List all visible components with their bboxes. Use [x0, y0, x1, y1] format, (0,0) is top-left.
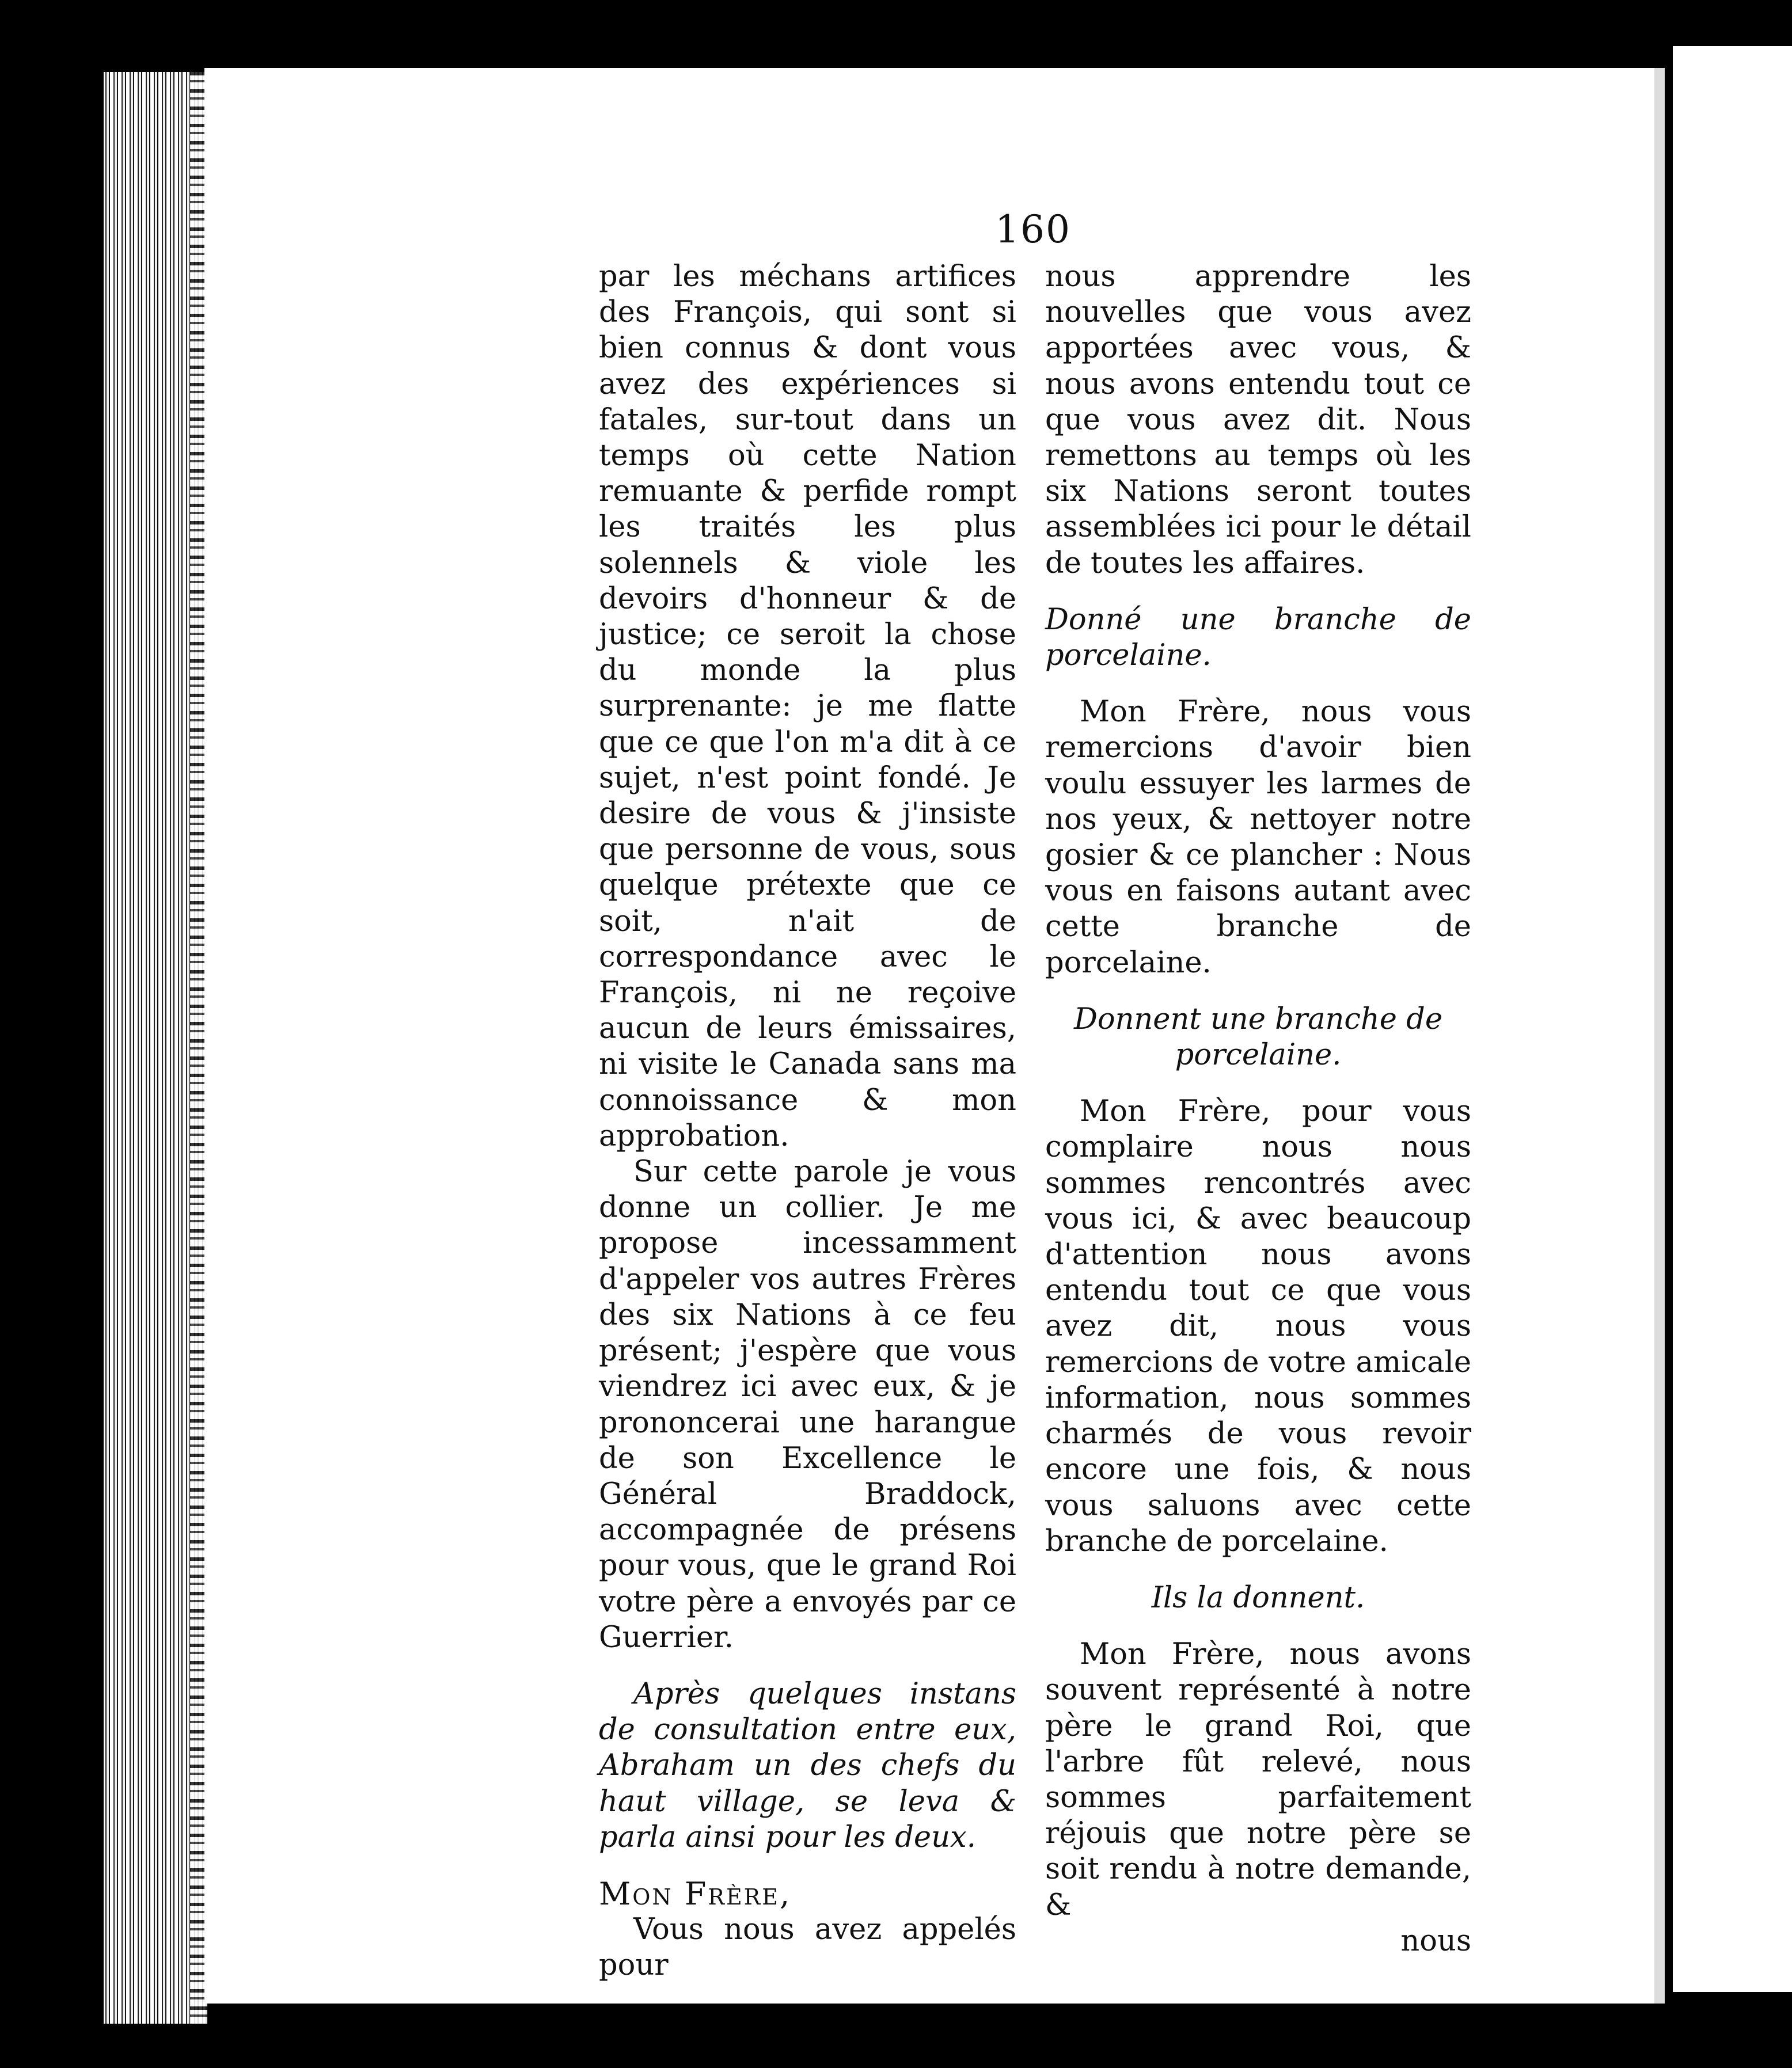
paragraph: Mon Frère, pour vous complaire nous nous sommes rencontrés avec vous ici, & avec beaucoup d'attention nous avons entendu tout ce que vous avez dit, nous vous remercions de votre amicale information, nous sommes charmés de vous revoir encore une fois, & nous vous saluons avec cette branche de porcelaine. — [1045, 1094, 1471, 1558]
paragraph: par les méchans artifices des François, qui sont si bien connus & dont vous avez des expériences si fatales, sur-tout dans un temps où cette Nation remuante & perfide rompt les traités les plus solennels & viole les devoirs d'honneur & de justice; ce seroit la chose du monde la plus surprenante: je me flatte que ce que l'on m'a dit à ce sujet, n'est point fondé. Je desire de vous & j'insiste que personne de vous, sous quelque prétexte que ce soit, n'ait de correspondance avec le François, ni ne reçoive aucun de leurs émissaires, ni visite le Canada sans ma connoissance & mon approbation. — [599, 260, 1016, 1153]
left-text-column — [599, 259, 1016, 1984]
italic-stage-direction: Donnent une branche de porcelaine. — [1073, 1002, 1442, 1073]
catchword: nous — [1400, 1923, 1471, 1958]
paragraph: Sur cette parole je vous donne un collier. Je me propose incessamment d'appeler vos autres Frères des six Nations à ce feu présent; j'espère que vous viendrez ici avec eux, & je prononcerai une harangue de son Excellence le Général Braddock, accompagnée de présens pour vous, que le grand Roi votre père a envoyés par ce Guerrier. — [599, 1155, 1016, 1655]
paragraph: Mon Frère, nous vous remercions d'avoir bien voulu essuyer les larmes de nos yeux, & nettoyer notre gosier & ce plancher : Nous vous en faisons autant avec cette branche de porcelaine. — [1045, 695, 1471, 980]
speech-heading: Mon Frère, — [599, 1875, 792, 1912]
italic-stage-direction: Donné une branche de porcelaine. — [1045, 602, 1471, 673]
italic-stage-direction: Après quelques instans de consultation entre eux, Abraham un des chefs du haut village, se leva & parla ainsi pour les deux. — [599, 1677, 1016, 1854]
page-edge — [1654, 68, 1665, 2004]
page-number: 160 — [995, 207, 1071, 252]
facing-page-edge — [1673, 46, 1792, 1992]
paragraph: nous apprendre les nouvelles que vous avez apportées avec vous, & nous avons entendu tout ce que vous avez dit. Nous remettons au temps où les six Nations seront toutes assemblées ici pour le détail de toutes les affaires. — [1045, 260, 1471, 580]
paragraph: Mon Frère, nous avons souvent représenté à notre père le grand Roi, que l'arbre fût relevé, nous sommes parfaitement réjouis que notre père se soit rendu à notre demande, & — [1045, 1637, 1471, 1922]
right-text-column — [1045, 259, 1471, 1959]
italic-stage-direction: Ils la donnent. — [1151, 1580, 1365, 1615]
paragraph: Vous nous avez appelés pour — [599, 1913, 1016, 1983]
